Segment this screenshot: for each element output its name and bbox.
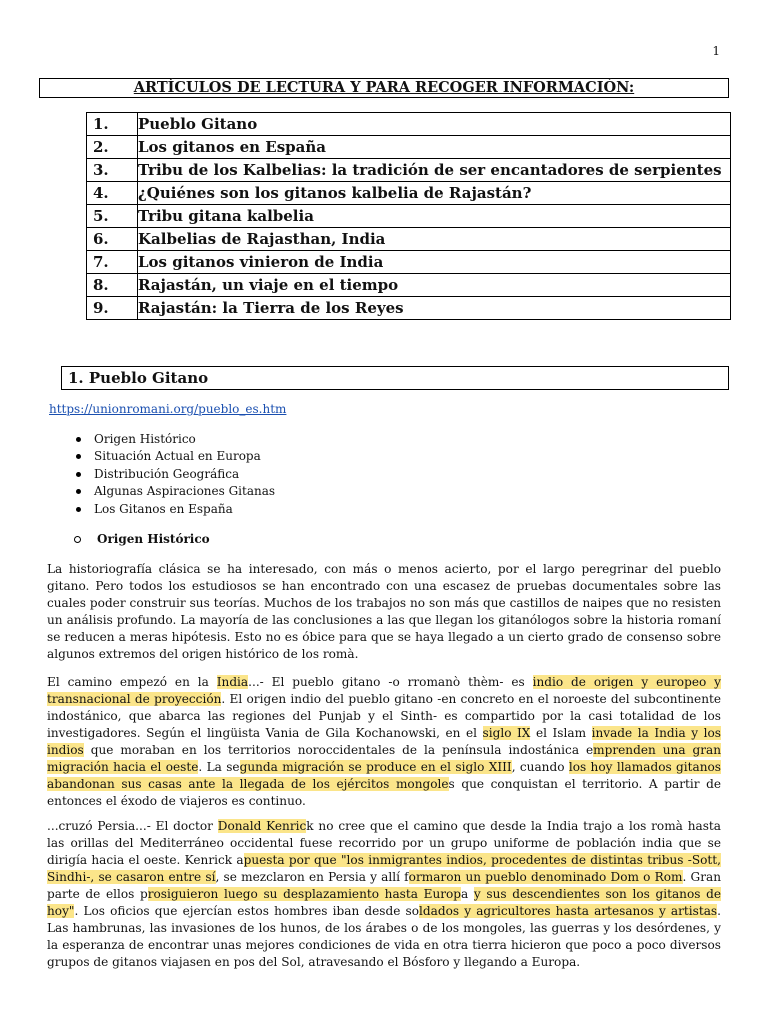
highlighted-text: rosiguieron luego su desplazamiento hasta Europ — [147, 887, 462, 901]
highlighted-text: indio de origen y europeo y transnacional de proyección — [47, 675, 721, 706]
page-number: 1 — [712, 44, 720, 58]
toc-label: Rajastán, un viaje en el tiempo — [138, 274, 731, 297]
toc-label: Rajastán: la Tierra de los Reyes — [138, 297, 731, 320]
subsection-title: Origen Histórico — [97, 532, 210, 546]
text-segment: . Los oficios que ejercían estos hombres iban desde so — [74, 904, 420, 918]
paragraph-persia — [47, 818, 721, 971]
subsection-heading — [74, 532, 210, 546]
toc-label: Los gitanos en España — [138, 136, 731, 159]
text-segment: s que conquistan el territorio. A partir de entonces el éxodo de viajeros es continuo. — [47, 777, 721, 808]
highlighted-text: gunda migración se produce en el siglo XIII — [239, 760, 512, 774]
toc-label: Kalbelias de Rajasthan, India — [138, 228, 731, 251]
toc-label: Los gitanos vinieron de India — [138, 251, 731, 274]
toc-number: 1. — [87, 113, 138, 136]
topic-list — [74, 431, 275, 518]
toc-label: Tribu de los Kalbelias: la tradición de ser encantadores de serpientes — [138, 159, 731, 182]
toc-item — [87, 113, 731, 136]
table-of-contents — [86, 112, 731, 320]
highlighted-text: puesta por que "los inmigrantes indios, procedentes de distintas tribus -Sott, Sindhi-, se casaron entre sí — [47, 853, 721, 884]
toc-number: 4. — [87, 182, 138, 205]
toc-label: Pueblo Gitano — [138, 113, 731, 136]
highlighted-text: ormaron un pueblo denominado Dom o Rom — [408, 870, 683, 884]
text-segment: , cuando — [511, 760, 569, 774]
list-item: Los Gitanos en España — [74, 501, 275, 518]
toc-number: 5. — [87, 205, 138, 228]
toc-number: 8. — [87, 274, 138, 297]
text-segment: k no cree que el camino que desde la India trajo a los romà hasta las orillas del Mediterráneo occidental fuese recorrido por un grupo uniforme de población india que se dirigía hacia el oeste. Kenrick a — [47, 819, 722, 867]
highlighted-text: los hoy llamados gitanos abandonan sus casas ante la llegada de los ejércitos mongole — [47, 760, 721, 791]
highlighted-text: siglo IX — [482, 726, 531, 740]
toc-number: 9. — [87, 297, 138, 320]
highlighted-text: y sus descendientes son los gitanos de hoy" — [47, 887, 721, 918]
text-segment: ...cruzó Persia...- El doctor — [47, 819, 218, 833]
text-segment: . Las hambrunas, las invasiones de los hunos, de los árabes o de los mongoles, las guerras y los desórdenes, y la esperanza de encontrar unas mejores condiciones de vida en otra tierra hicieron que poco a poco diversos grupos de gitanos viajasen en pos del Sol, atravesando el Bósforo y llegando a Europa. — [47, 904, 721, 969]
text-segment: a — [461, 887, 474, 901]
highlighted-text: mprenden una gran migración hacia el oeste — [47, 743, 722, 774]
toc-number: 3. — [87, 159, 138, 182]
toc-item — [87, 251, 731, 274]
section-title: Pueblo Gitano — [88, 369, 209, 387]
page-title: ARTÍCULOS DE LECTURA Y PARA RECOGER INFORMACIÓN: — [39, 78, 729, 98]
source-link[interactable]: https://unionromani.org/pueblo_es.htm — [49, 402, 287, 416]
toc-item — [87, 297, 731, 320]
text-segment: el Islam — [530, 726, 592, 740]
text-segment: . Gran parte de ellos p — [47, 870, 721, 901]
circle-bullet-icon — [74, 536, 81, 543]
toc-item — [87, 228, 731, 251]
toc-number: 7. — [87, 251, 138, 274]
section-number: 1. — [68, 369, 84, 387]
text-segment: . La se — [198, 760, 240, 774]
toc-item — [87, 205, 731, 228]
list-item: Algunas Aspiraciones Gitanas — [74, 483, 275, 500]
toc-label: ¿Quiénes son los gitanos kalbelia de Rajastán? — [138, 182, 731, 205]
section-heading — [61, 366, 729, 390]
paragraph-india-origin — [47, 674, 721, 810]
highlighted-text: India — [216, 675, 249, 689]
list-item: Distribución Geográfica — [74, 466, 275, 483]
toc-item — [87, 136, 731, 159]
list-item: Origen Histórico — [74, 431, 275, 448]
text-segment: ...- El pueblo gitano -o rromanò thèm- es — [248, 675, 533, 689]
toc-item — [87, 159, 731, 182]
toc-number: 2. — [87, 136, 138, 159]
toc-item — [87, 274, 731, 297]
toc-item — [87, 182, 731, 205]
highlighted-text: Donald Kenric — [217, 819, 307, 833]
toc-number: 6. — [87, 228, 138, 251]
text-segment: que moraban en los territorios noroccidentales de la península indostánica e — [83, 743, 594, 757]
text-segment: . El origen indio del pueblo gitano -en concreto en el noroeste del subcontinente indostánico, que abarca las regiones del Punjab y el Sinth- es compartido por la casi totalidad de los investigadores. Según el lingüista Vania de Gila Kochanowski, en el — [47, 692, 722, 740]
highlighted-text: ldados y agricultores hasta artesanos y artistas — [419, 904, 718, 918]
list-item: Situación Actual en Europa — [74, 448, 275, 465]
toc-label: Tribu gitana kalbelia — [138, 205, 731, 228]
text-segment: El camino empezó en la — [47, 675, 217, 689]
highlighted-text: invade la India y los indios — [47, 726, 721, 757]
paragraph-historiography: La historiografía clásica se ha interesado, con más o menos acierto, por el largo peregrinar del pueblo gitano. Pero todos los estudiosos se han encontrado con una escasez de pruebas documentales sobre las cuales poder construir sus teorías. Muchos de los trabajos no son más que castillos de naipes que no resisten un análisis profundo. La mayoría de las conclusiones a las que llegan los gitanólogos sobre la historia romaní se reducen a meras hipótesis. Esto no es óbice para que se haya llegado a un cierto grado de consenso sobre algunos extremos del origen histórico de los romà. — [47, 562, 721, 661]
text-segment: , se mezclaron en Persia y allí f — [215, 870, 409, 884]
